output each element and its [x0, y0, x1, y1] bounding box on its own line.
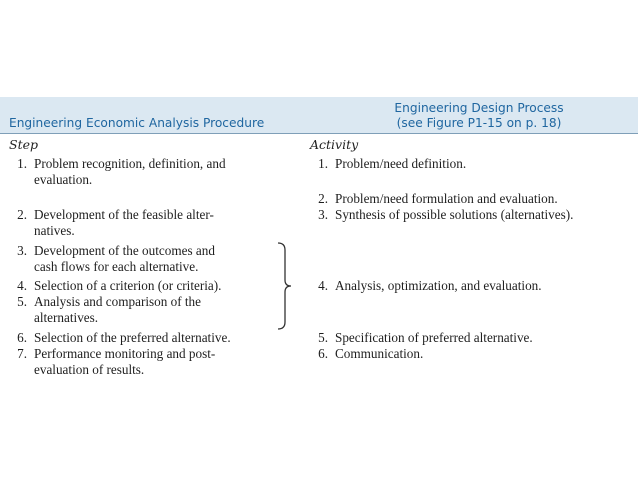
step-text-line: evaluation of results.	[34, 362, 145, 377]
step-text-line: Analysis and comparison of the	[34, 294, 202, 309]
activity-text: Problem/need formulation and evaluation.	[335, 191, 558, 206]
grouping-brace	[276, 242, 294, 330]
left-column-title: Engineering Economic Analysis Procedure	[9, 116, 265, 130]
step-number: 2.	[17, 207, 27, 222]
activity-text: Problem/need definition.	[335, 156, 467, 171]
step-number: 5.	[17, 294, 27, 309]
step-number: 7.	[17, 346, 27, 361]
step-text-line: Development of the outcomes and	[34, 243, 215, 258]
step-text-line: Development of the feasible alter-	[34, 207, 214, 222]
activity-number: 2.	[318, 191, 328, 206]
step-text-line: Selection of a criterion (or criteria).	[34, 278, 222, 293]
activity-text: Communication.	[335, 346, 424, 361]
activity-text: Analysis, optimization, and evaluation.	[335, 278, 542, 293]
step-number: 1.	[17, 156, 27, 171]
activity-column-heading: Activity	[310, 137, 359, 152]
right-column-title-line2: (see Figure P1-15 on p. 18)	[396, 116, 562, 130]
step-number: 6.	[17, 330, 27, 345]
activity-text: Specification of preferred alternative.	[335, 330, 533, 345]
step-text-line: Performance monitoring and post-	[34, 346, 216, 361]
step-text-line: natives.	[34, 223, 75, 238]
step-text-line: Problem recognition, definition, and	[34, 156, 226, 171]
step-text-line: cash flows for each alternative.	[34, 259, 199, 274]
header-rule	[0, 133, 638, 134]
step-column-heading: Step	[9, 137, 38, 152]
activity-number: 5.	[318, 330, 328, 345]
step-text-line: alternatives.	[34, 310, 99, 325]
step-text-line: evaluation.	[34, 172, 93, 187]
activity-number: 6.	[318, 346, 328, 361]
step-number: 4.	[17, 278, 27, 293]
step-text-line: Selection of the preferred alternative.	[34, 330, 231, 345]
step-number: 3.	[17, 243, 27, 258]
right-column-title-line1: Engineering Design Process	[394, 101, 564, 115]
activity-text: Synthesis of possible solutions (alternatives).	[335, 207, 574, 222]
activity-number: 1.	[318, 156, 328, 171]
activity-number: 3.	[318, 207, 328, 222]
activity-number: 4.	[318, 278, 328, 293]
